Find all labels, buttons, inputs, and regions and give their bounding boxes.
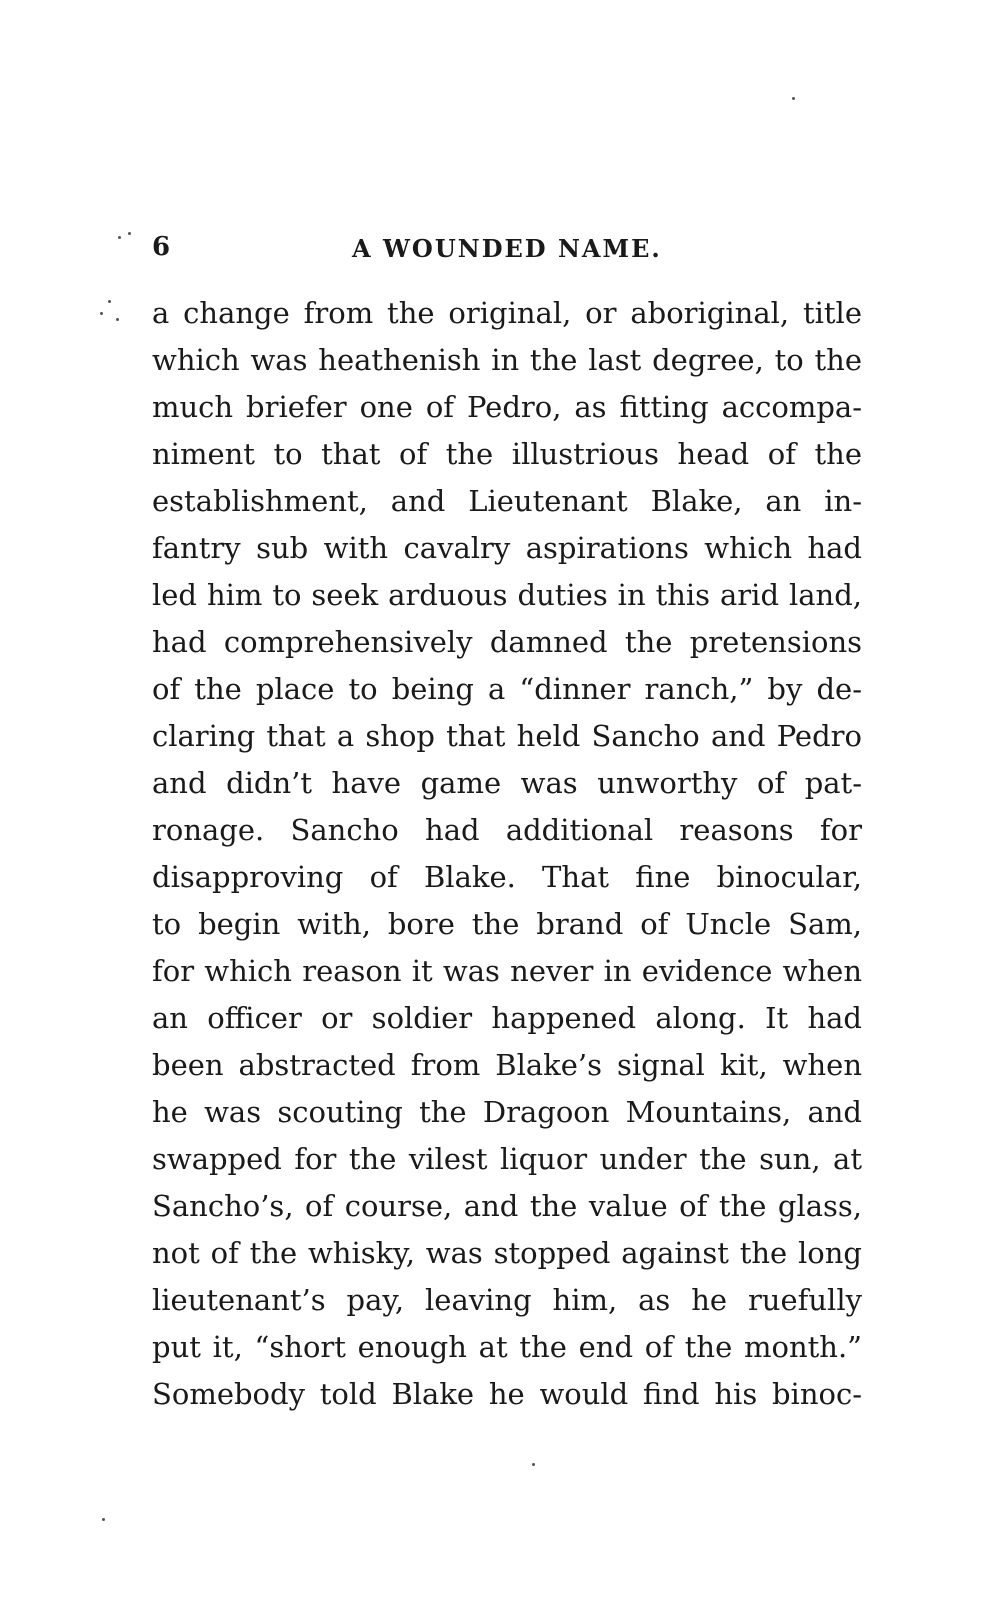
- text-line: Somebody told Blake he would find his binoc-: [152, 1377, 862, 1411]
- text-line: had comprehensively damned the pretensions: [152, 625, 862, 659]
- text-line: been abstracted from Blake’s signal kit, when: [152, 1048, 862, 1082]
- text-line: claring that a shop that held Sancho and Pedro: [152, 719, 862, 753]
- print-speck: [118, 236, 121, 239]
- text-line: swapped for the vilest liquor under the sun, at: [152, 1142, 862, 1176]
- running-title: A WOUNDED NAME.: [352, 234, 662, 263]
- text-line: Sancho’s, of course, and the value of the glass,: [152, 1189, 862, 1223]
- text-line: lieutenant’s pay, leaving him, as he ruefully: [152, 1283, 862, 1317]
- body-text: [152, 290, 862, 1418]
- text-line: much briefer one of Pedro, as fitting accompa-: [152, 390, 862, 424]
- text-line: a change from the original, or aboriginal, title: [152, 296, 862, 330]
- text-line: and didn’t have game was unworthy of pat-: [152, 766, 862, 800]
- print-speck: [102, 1518, 105, 1521]
- print-speck: [108, 300, 111, 303]
- text-line: not of the whisky, was stopped against the long: [152, 1236, 862, 1270]
- print-speck: [532, 1463, 535, 1466]
- text-line: led him to seek arduous duties in this arid land,: [152, 578, 862, 612]
- text-line: which was heathenish in the last degree, to the: [152, 343, 862, 377]
- page-number: 6: [152, 232, 172, 262]
- print-speck: [116, 318, 119, 321]
- print-speck: [100, 312, 103, 315]
- print-speck: [128, 232, 131, 235]
- text-line: to begin with, bore the brand of Uncle Sam,: [152, 907, 862, 941]
- text-line: fantry sub with cavalry aspirations which had: [152, 531, 862, 565]
- text-line: he was scouting the Dragoon Mountains, and: [152, 1095, 862, 1129]
- text-line: put it, “short enough at the end of the month.”: [152, 1330, 862, 1364]
- text-line: niment to that of the illustrious head of the: [152, 437, 862, 471]
- text-line: disapproving of Blake. That fine binocular,: [152, 860, 862, 894]
- running-head: [152, 232, 852, 268]
- text-line: an officer or soldier happened along. It had: [152, 1001, 862, 1035]
- text-line: ronage. Sancho had additional reasons for: [152, 813, 862, 847]
- text-line: establishment, and Lieutenant Blake, an in-: [152, 484, 862, 518]
- text-line: of the place to being a “dinner ranch,” by de-: [152, 672, 862, 706]
- print-speck: [792, 97, 795, 100]
- text-line: for which reason it was never in evidence when: [152, 954, 862, 988]
